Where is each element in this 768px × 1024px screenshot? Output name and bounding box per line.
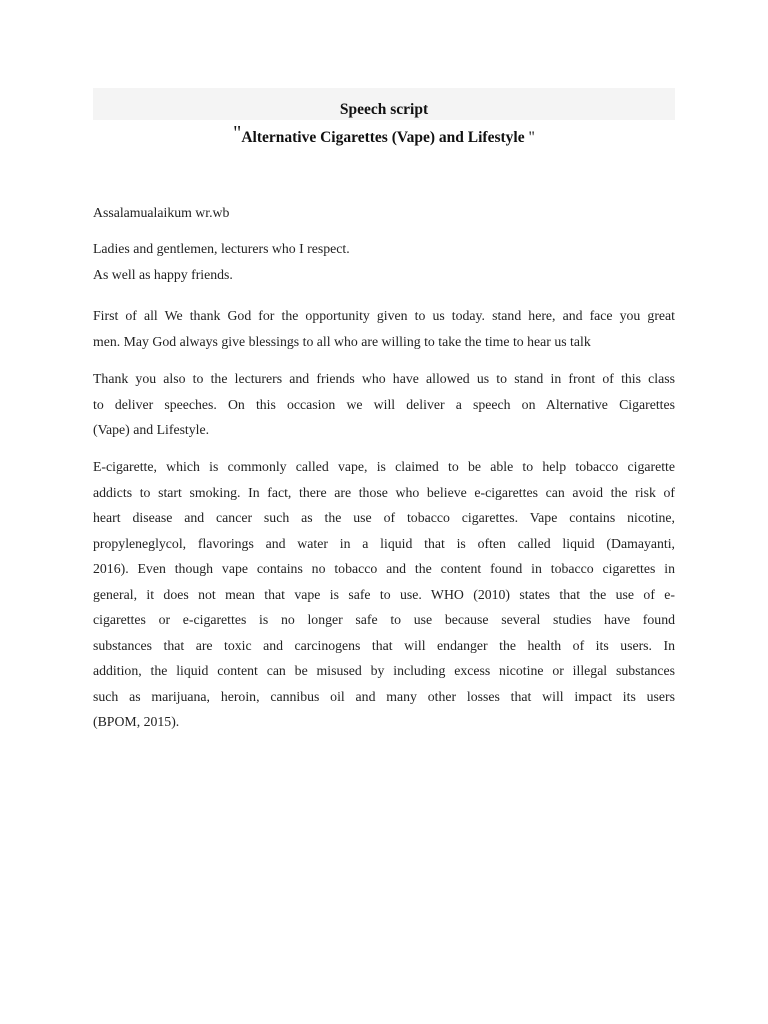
paragraph-line: general, it does not mean that vape is safe to use. WHO (2010) states that the use of e- [93, 586, 675, 602]
paragraph-line: propyleneglycol, flavorings and water in a liquid that is often called liquid (Damayanti, [93, 535, 675, 551]
address-block [93, 236, 675, 287]
paragraph-thanks [93, 366, 675, 443]
paragraph-line: Thank you also to the lecturers and friends who have allowed us to stand in front of this class [93, 371, 675, 386]
paragraph-line: 2016). Even though vape contains no tobacco and the content found in tobacco cigarettes in [93, 561, 675, 576]
paragraph-line: heart disease and cancer such as the use of tobacco cigarettes. Vape contains nicotine, [93, 510, 675, 525]
paragraph-line: (BPOM, 2015). [93, 714, 180, 729]
document-subtitle [93, 122, 675, 149]
paragraph-line: E-cigarette, which is commonly called vape, is claimed to be able to help tobacco cigarette [93, 459, 675, 474]
paragraph-opening [93, 303, 675, 354]
paragraph-line: such as marijuana, heroin, cannibus oil and many other losses that will impact its users [93, 688, 675, 704]
paragraph-line: men. May God always give blessings to all who are willing to take the time to hear us talk [93, 333, 591, 349]
paragraph-line: (Vape) and Lifestyle. [93, 422, 210, 437]
paragraph-line: to deliver speeches. On this occasion we will deliver a speech on Alternative Cigarettes [93, 396, 675, 412]
paragraph-line: addicts to start smoking. In fact, there are those who believe e-cigarettes can avoid the risk of [93, 484, 675, 500]
subtitle-open-quote: " [233, 122, 242, 144]
greeting-text: Assalamualaikum wr.wb [93, 205, 230, 220]
address-line: As well as happy friends. [93, 266, 233, 282]
address-line: Ladies and gentlemen, lecturers who I respect. [93, 241, 350, 256]
subtitle-text: Alternative Cigarettes (Vape) and Lifestyle [241, 129, 529, 146]
paragraph-line: cigarettes or e-cigarettes is no longer safe to use because several studies have found [93, 612, 675, 627]
greeting [93, 200, 675, 226]
document-title: Speech script [339, 101, 429, 118]
paragraph-ecigarette [93, 454, 675, 735]
paragraph-line: substances that are toxic and carcinogens that will endanger the health of its users. In [93, 637, 675, 653]
paragraph-line: First of all We thank God for the opportunity given to us today. stand here, and face you great [93, 308, 675, 323]
subtitle-close-quote: " [528, 129, 535, 146]
paragraph-line: addition, the liquid content can be misused by including excess nicotine or illegal substances [93, 663, 675, 678]
